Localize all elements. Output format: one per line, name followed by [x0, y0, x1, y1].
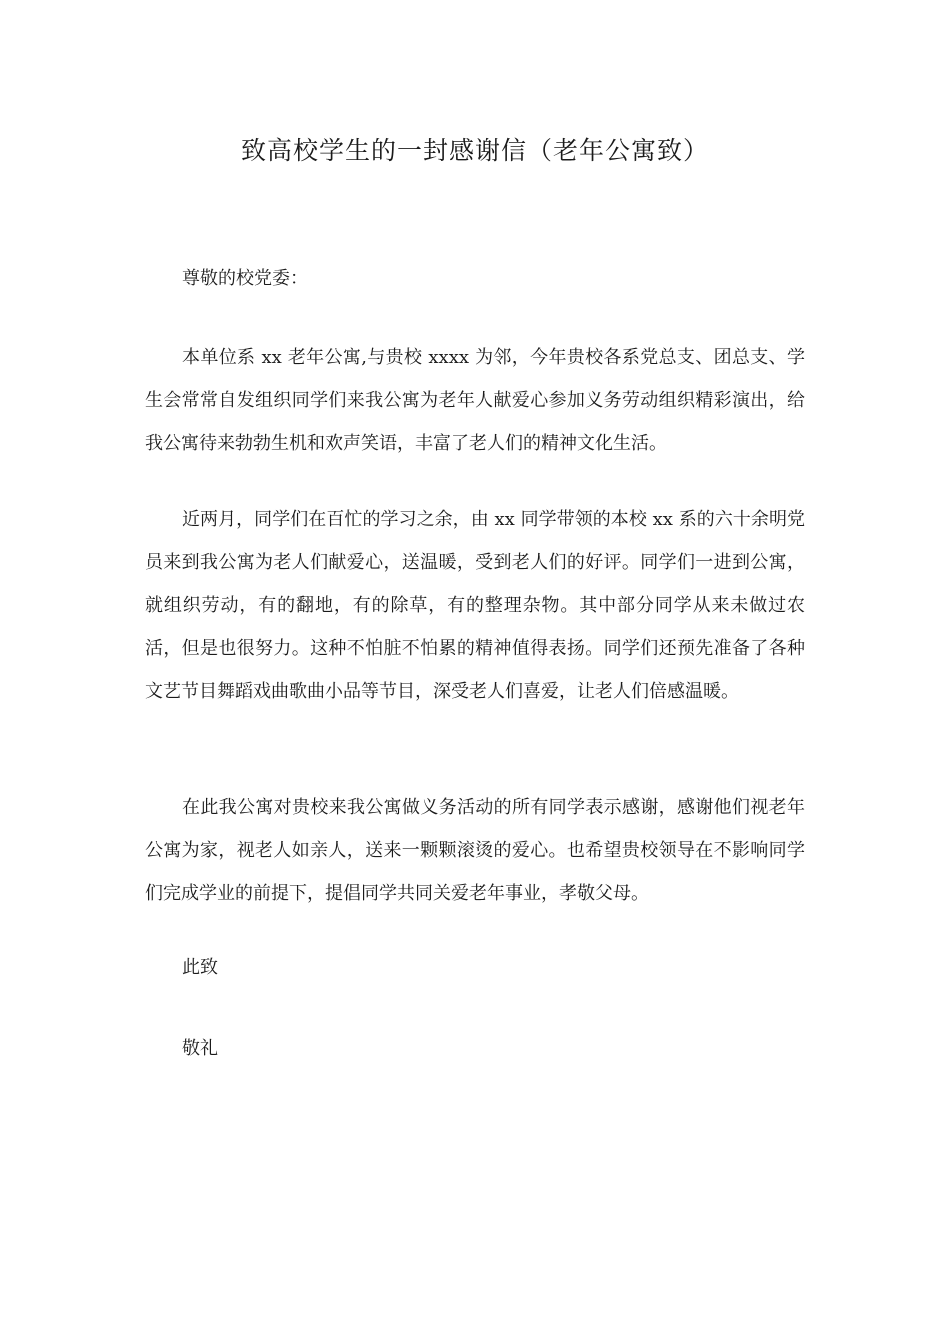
paragraph-intro: 本单位系 xx 老年公寓,与贵校 xxxx 为邻，今年贵校各系党总支、团总支、学生会常常自发组织同学们来我公寓为老年人献爱心参加义务劳动组织精彩演出，给我公寓待来勃勃生机和欢声笑语，丰富了老人们的精神文化生活。 [145, 347, 805, 454]
closing-jingli: 敬礼 [182, 1038, 218, 1059]
salutation: 尊敬的校党委： [182, 268, 308, 289]
document-title: 致高校学生的一封感谢信（老年公寓致） [240, 136, 709, 165]
closing-cizhi: 此致 [182, 957, 218, 978]
paragraph-thanks: 在此我公寓对贵校来我公寓做义务活动的所有同学表示感谢，感谢他们视老年公寓为家，视老人如亲人，送来一颗颗滚烫的爱心。也希望贵校领导在不影响同学们完成学业的前提下，提倡同学共同关爱老年事业，孝敬父母。 [145, 797, 805, 904]
paragraph-activities: 近两月，同学们在百忙的学习之余，由 xx 同学带领的本校 xx 系的六十余明党员来到我公寓为老人们献爱心，送温暖，受到老人们的好评。同学们一进到公寓，就组织劳动，有的翻地，有的除草，有的整理杂物。其中部分同学从来未做过农活，但是也很努力。这种不怕脏不怕累的精神值得表扬。同学们还预先准备了各种文艺节目舞蹈戏曲歌曲小品等节目，深受老人们喜爱，让老人们倍感温暖。 [145, 509, 805, 702]
